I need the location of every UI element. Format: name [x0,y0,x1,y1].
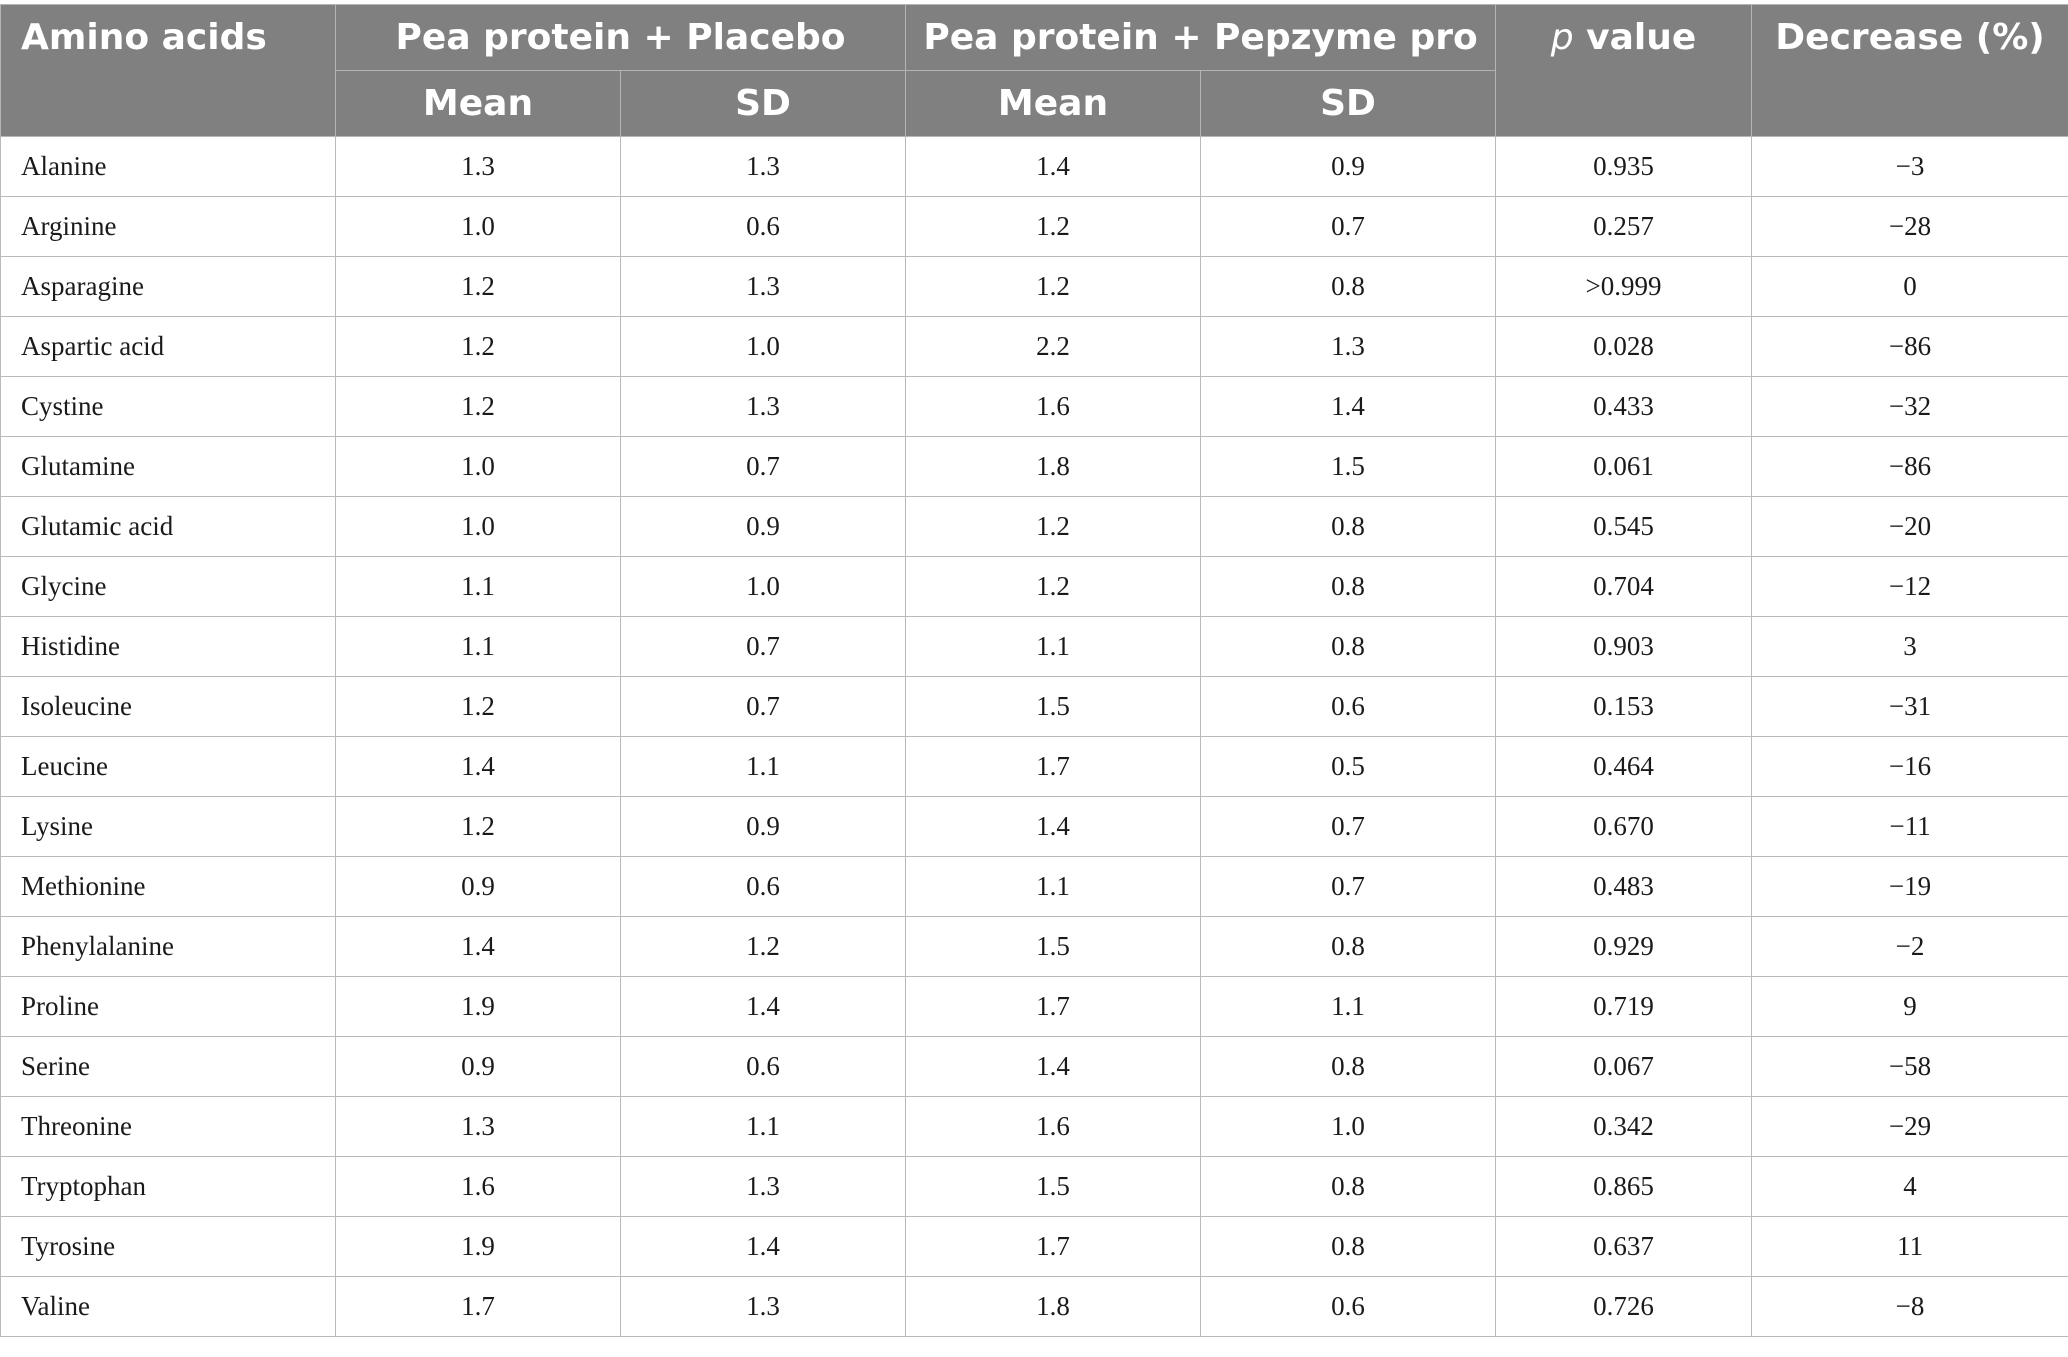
pepzyme-mean-cell: 1.1 [906,617,1201,677]
pepzyme-mean-cell: 1.5 [906,917,1201,977]
p-value-cell: 0.067 [1496,1037,1752,1097]
table-row [1,197,2068,257]
table-row [1,857,2068,917]
placebo-sd-cell: 0.7 [621,437,906,497]
pepzyme-sd-cell: 0.8 [1201,497,1496,557]
p-value-cell: 0.637 [1496,1217,1752,1277]
placebo-mean-cell: 1.1 [336,617,621,677]
pepzyme-sd-cell: 1.5 [1201,437,1496,497]
decrease-cell: −32 [1752,377,2068,437]
header-row-groups [1,5,2068,71]
pepzyme-sd-cell: 1.0 [1201,1097,1496,1157]
header-p-value-label: value [1573,17,1697,58]
table-row [1,977,2068,1037]
decrease-cell: −8 [1752,1277,2068,1337]
pepzyme-mean-cell: 1.4 [906,797,1201,857]
pepzyme-mean-cell: 1.4 [906,137,1201,197]
table-row [1,257,2068,317]
placebo-mean-cell: 1.0 [336,497,621,557]
decrease-cell: −86 [1752,437,2068,497]
header-group-pepzyme: Pea protein + Pepzyme pro [906,5,1496,71]
decrease-cell: −28 [1752,197,2068,257]
placebo-mean-cell: 1.9 [336,1217,621,1277]
amino-acid-name-cell: Valine [1,1277,336,1337]
pepzyme-mean-cell: 1.2 [906,557,1201,617]
p-value-cell: 0.342 [1496,1097,1752,1157]
pepzyme-sd-cell: 0.8 [1201,257,1496,317]
pepzyme-sd-cell: 0.6 [1201,1277,1496,1337]
placebo-sd-cell: 1.0 [621,557,906,617]
pepzyme-mean-cell: 1.5 [906,1157,1201,1217]
p-value-cell: 0.257 [1496,197,1752,257]
pepzyme-mean-cell: 1.8 [906,1277,1201,1337]
pepzyme-mean-cell: 1.7 [906,737,1201,797]
pepzyme-sd-cell: 0.6 [1201,677,1496,737]
decrease-cell: −86 [1752,317,2068,377]
table-row [1,377,2068,437]
pepzyme-mean-cell: 2.2 [906,317,1201,377]
amino-acid-name-cell: Methionine [1,857,336,917]
amino-acid-name-cell: Glutamine [1,437,336,497]
placebo-mean-cell: 1.1 [336,557,621,617]
amino-acid-name-cell: Leucine [1,737,336,797]
p-value-cell: 0.028 [1496,317,1752,377]
table-row [1,917,2068,977]
pepzyme-mean-cell: 1.7 [906,977,1201,1037]
decrease-cell: −31 [1752,677,2068,737]
decrease-cell: −19 [1752,857,2068,917]
placebo-mean-cell: 1.0 [336,437,621,497]
p-value-cell: 0.483 [1496,857,1752,917]
placebo-sd-cell: 0.6 [621,857,906,917]
amino-acid-table-container [0,4,2068,1337]
pepzyme-mean-cell: 1.1 [906,857,1201,917]
decrease-cell: −11 [1752,797,2068,857]
decrease-cell: −58 [1752,1037,2068,1097]
pepzyme-sd-cell: 0.7 [1201,197,1496,257]
table-row [1,1277,2068,1337]
decrease-cell: 4 [1752,1157,2068,1217]
table-body [1,137,2068,1337]
p-value-cell: 0.935 [1496,137,1752,197]
placebo-sd-cell: 0.6 [621,197,906,257]
placebo-mean-cell: 1.3 [336,137,621,197]
table-row [1,617,2068,677]
placebo-mean-cell: 1.2 [336,257,621,317]
placebo-mean-cell: 1.3 [336,1097,621,1157]
decrease-cell: −16 [1752,737,2068,797]
pepzyme-mean-cell: 1.6 [906,1097,1201,1157]
placebo-sd-cell: 0.7 [621,617,906,677]
p-value-cell: 0.903 [1496,617,1752,677]
p-value-cell: 0.545 [1496,497,1752,557]
amino-acid-name-cell: Arginine [1,197,336,257]
amino-acid-name-cell: Phenylalanine [1,917,336,977]
p-value-cell: 0.719 [1496,977,1752,1037]
p-value-cell: 0.061 [1496,437,1752,497]
p-value-cell: 0.670 [1496,797,1752,857]
pepzyme-sd-cell: 1.3 [1201,317,1496,377]
decrease-cell: 9 [1752,977,2068,1037]
pepzyme-mean-cell: 1.7 [906,1217,1201,1277]
header-decrease: Decrease (%) [1752,5,2068,137]
decrease-cell: 0 [1752,257,2068,317]
decrease-cell: 11 [1752,1217,2068,1277]
p-value-cell: 0.929 [1496,917,1752,977]
placebo-sd-cell: 1.3 [621,1277,906,1337]
p-value-cell: 0.153 [1496,677,1752,737]
placebo-sd-cell: 0.7 [621,677,906,737]
amino-acid-name-cell: Serine [1,1037,336,1097]
amino-acid-name-cell: Alanine [1,137,336,197]
placebo-sd-cell: 1.1 [621,737,906,797]
placebo-sd-cell: 0.9 [621,497,906,557]
table-row [1,317,2068,377]
amino-acid-table [0,4,2068,1337]
header-p-value-italic-p: p [1550,17,1574,58]
table-row [1,497,2068,557]
p-value-cell: 0.433 [1496,377,1752,437]
table-row [1,737,2068,797]
p-value-cell: 0.726 [1496,1277,1752,1337]
header-amino-acids: Amino acids [1,5,336,137]
decrease-cell: −12 [1752,557,2068,617]
amino-acid-name-cell: Threonine [1,1097,336,1157]
amino-acid-name-cell: Lysine [1,797,336,857]
table-row [1,1217,2068,1277]
pepzyme-mean-cell: 1.5 [906,677,1201,737]
table-row [1,677,2068,737]
header-sd-pepzyme: SD [1201,71,1496,137]
placebo-mean-cell: 1.4 [336,737,621,797]
header-sd-placebo: SD [621,71,906,137]
amino-acid-name-cell: Glutamic acid [1,497,336,557]
placebo-sd-cell: 1.4 [621,1217,906,1277]
placebo-mean-cell: 1.4 [336,917,621,977]
placebo-sd-cell: 1.3 [621,257,906,317]
pepzyme-mean-cell: 1.2 [906,197,1201,257]
placebo-sd-cell: 1.0 [621,317,906,377]
decrease-cell: −20 [1752,497,2068,557]
table-row [1,797,2068,857]
amino-acid-name-cell: Histidine [1,617,336,677]
table-row [1,137,2068,197]
pepzyme-mean-cell: 1.8 [906,437,1201,497]
table-header [1,5,2068,137]
placebo-sd-cell: 1.3 [621,1157,906,1217]
p-value-cell: 0.464 [1496,737,1752,797]
decrease-cell: −3 [1752,137,2068,197]
pepzyme-sd-cell: 0.8 [1201,557,1496,617]
pepzyme-mean-cell: 1.4 [906,1037,1201,1097]
placebo-mean-cell: 1.7 [336,1277,621,1337]
placebo-mean-cell: 0.9 [336,1037,621,1097]
amino-acid-name-cell: Proline [1,977,336,1037]
header-mean-placebo: Mean [336,71,621,137]
pepzyme-sd-cell: 0.8 [1201,1157,1496,1217]
decrease-cell: −29 [1752,1097,2068,1157]
table-row [1,557,2068,617]
placebo-mean-cell: 0.9 [336,857,621,917]
placebo-sd-cell: 1.2 [621,917,906,977]
table-row [1,437,2068,497]
amino-acid-name-cell: Tyrosine [1,1217,336,1277]
placebo-mean-cell: 1.2 [336,677,621,737]
placebo-mean-cell: 1.0 [336,197,621,257]
table-row [1,1097,2068,1157]
pepzyme-sd-cell: 0.7 [1201,797,1496,857]
decrease-cell: −2 [1752,917,2068,977]
pepzyme-mean-cell: 1.2 [906,497,1201,557]
placebo-mean-cell: 1.2 [336,797,621,857]
placebo-sd-cell: 0.9 [621,797,906,857]
pepzyme-sd-cell: 0.5 [1201,737,1496,797]
header-mean-pepzyme: Mean [906,71,1201,137]
header-group-placebo: Pea protein + Placebo [336,5,906,71]
pepzyme-sd-cell: 0.8 [1201,1037,1496,1097]
placebo-sd-cell: 0.6 [621,1037,906,1097]
amino-acid-name-cell: Cystine [1,377,336,437]
p-value-cell: 0.865 [1496,1157,1752,1217]
table-row [1,1157,2068,1217]
amino-acid-name-cell: Aspartic acid [1,317,336,377]
amino-acid-name-cell: Asparagine [1,257,336,317]
amino-acid-name-cell: Tryptophan [1,1157,336,1217]
placebo-sd-cell: 1.1 [621,1097,906,1157]
pepzyme-sd-cell: 1.4 [1201,377,1496,437]
placebo-sd-cell: 1.3 [621,137,906,197]
placebo-mean-cell: 1.9 [336,977,621,1037]
table-row [1,1037,2068,1097]
amino-acid-name-cell: Glycine [1,557,336,617]
pepzyme-sd-cell: 0.7 [1201,857,1496,917]
placebo-mean-cell: 1.2 [336,377,621,437]
header-p-value [1496,5,1752,137]
amino-acid-name-cell: Isoleucine [1,677,336,737]
pepzyme-sd-cell: 0.8 [1201,917,1496,977]
placebo-sd-cell: 1.3 [621,377,906,437]
decrease-cell: 3 [1752,617,2068,677]
placebo-mean-cell: 1.6 [336,1157,621,1217]
placebo-sd-cell: 1.4 [621,977,906,1037]
pepzyme-mean-cell: 1.2 [906,257,1201,317]
placebo-mean-cell: 1.2 [336,317,621,377]
p-value-cell: >0.999 [1496,257,1752,317]
pepzyme-mean-cell: 1.6 [906,377,1201,437]
pepzyme-sd-cell: 0.8 [1201,1217,1496,1277]
p-value-cell: 0.704 [1496,557,1752,617]
pepzyme-sd-cell: 0.9 [1201,137,1496,197]
pepzyme-sd-cell: 0.8 [1201,617,1496,677]
pepzyme-sd-cell: 1.1 [1201,977,1496,1037]
